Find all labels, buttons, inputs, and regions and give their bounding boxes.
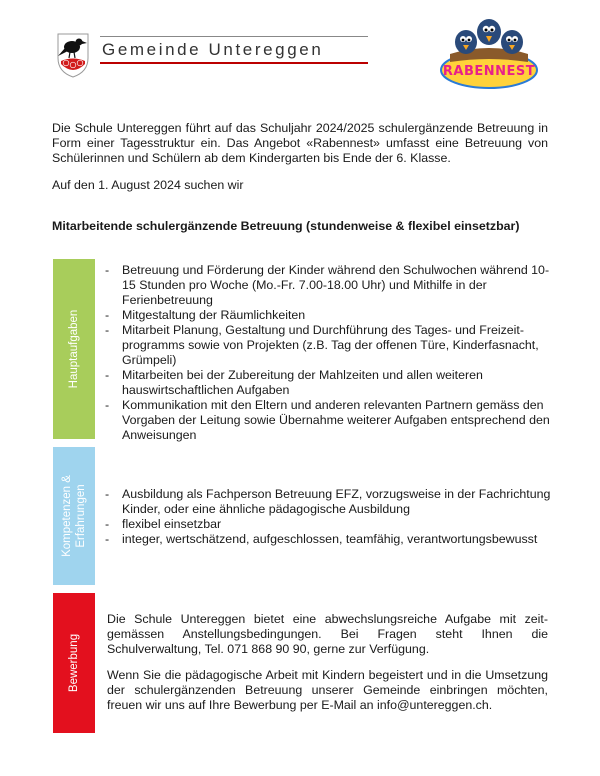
list-item: - Ausbildung als Fachperson Betreuung EFZ, vorzugsweise in der Fachrichtung Kinder, oder eine ähnliche pädagogische Ausbildung <box>105 487 553 517</box>
skills-label-line-1: Kompetenzen & <box>61 475 73 557</box>
logo-rule-top <box>100 36 368 37</box>
apply-paragraph-contact: Wenn Sie die pädagogische Arbeit mit Kindern begeistert und in die Umsetzung der schulergänzenden Betreuung unserer Gemeinde einbringen möchten, freuen wir uns auf Ihre Bewerbung per E-Mail an info@untereggen.ch. <box>107 668 548 712</box>
skills-list <box>105 487 553 547</box>
list-item: - flexibel einsetzbar <box>105 517 553 532</box>
duties-side-bar <box>53 259 95 439</box>
skills-side-bar <box>53 447 95 585</box>
duties-label: Hauptaufgaben <box>68 309 80 389</box>
list-item: - integer, wertschätzend, aufgeschlossen, teamfähig, verantwortungsbewusst <box>105 532 553 547</box>
list-item: - Mitarbeiten bei der Zubereitung der Mahlzeiten und allen weiteren hauswirtschaftlichen Aufgaben <box>105 368 553 398</box>
apply-paragraph-offer: Die Schule Untereggen bietet eine abwechslungsreiche Aufgabe mit zeit-gemässen Anstellungsbedingungen. Bei Fragen steht Ihnen die Schulverwaltung, Tel. 071 868 90 90, gerne zur Verfügung. <box>107 612 548 656</box>
municipality-name: Gemeinde Untereggen <box>102 40 324 59</box>
ravens-in-nest-icon <box>436 12 542 94</box>
skills-label <box>60 475 88 557</box>
rabennest-logo-text: RABENNEST <box>442 64 536 79</box>
apply-side-bar <box>53 593 95 733</box>
apply-label: Bewerbung <box>68 633 80 693</box>
job-title: Mitarbeitende schulergänzende Betreuung (stundenweise & flexibel einsetzbar) <box>52 219 520 233</box>
list-item: - Betreuung und Förderung der Kinder während den Schulwochen während 10-15 Stunden pro Woche (Mo.-Fr. 7.00-18.00 Uhr) und Mithilfe in der Ferienbetreuung <box>105 263 553 308</box>
list-item: - Mitarbeit Planung, Gestaltung und Durchführung des Tages- und Freizeit-programms sowie von Projekten (z.B. Tag der offenen Türe, Kinderfasnacht, Grümpeli) <box>105 323 553 368</box>
logo-rule-bottom <box>100 62 368 64</box>
duties-list <box>105 263 553 443</box>
start-date-line: Auf den 1. August 2024 suchen wir <box>52 178 244 192</box>
coat-of-arms-raven-icon <box>52 30 94 78</box>
skills-label-line-2: Erfahrungen <box>75 484 87 548</box>
municipality-logo <box>52 30 382 82</box>
rabennest-logo <box>436 12 542 94</box>
list-item: - Kommunikation mit den Eltern und anderen relevanten Partnern gemäss den Vorgaben der Leitung sowie Übernahme weiterer Aufgaben entsprechend den Anweisungen <box>105 398 553 443</box>
intro-paragraph: Die Schule Untereggen führt auf das Schuljahr 2024/2025 schulergänzende Betreuung in Form einer Tagesstruktur ein. Das Angebot «Rabennest» umfasst eine Betreuung von Schülerinnen und Schülern ab dem Kindergarten bis Ende der 6. Klasse. <box>52 121 548 165</box>
list-item: - Mitgestaltung der Räumlichkeiten <box>105 308 553 323</box>
